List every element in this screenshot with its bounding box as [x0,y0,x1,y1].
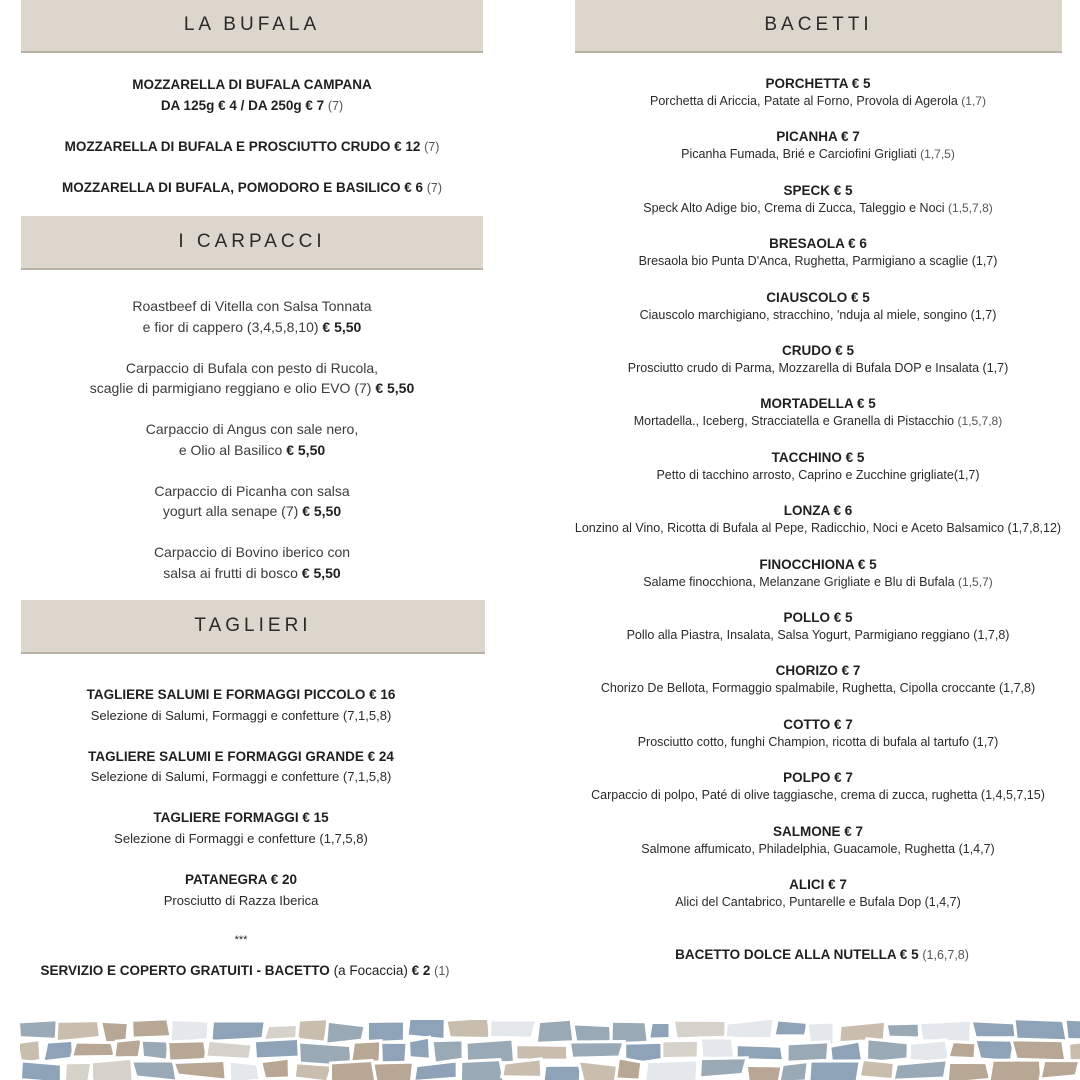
bacetto-desc [557,465,1079,486]
item-price: € 5,50 [322,319,362,335]
carpaccio-item-line [21,563,483,584]
dolce-title: BACETTO DOLCE ALLA NUTELLA € 5 [675,947,919,962]
item-desc: scaglie di parmigiano reggiano e olio EVO (7) [89,380,372,396]
bacetto-ingredients: Lonzino al Vino, Ricotta di Bufala al Pepe, Radicchio, Noci e Aceto Balsamico (1,7,8,12) [574,521,1062,535]
bacetto-title: CIAUSCOLO € 5 [766,290,870,305]
mosaic-stone [809,1061,860,1080]
mosaic-stone [662,1040,699,1058]
bacetto-allergens: (1,7,5) [920,147,955,161]
separator: *** [234,934,248,946]
bacetto-desc [557,91,1079,112]
mosaic-stone [297,1020,329,1042]
bacetto-desc [557,358,1079,379]
mosaic-stone [700,1058,747,1078]
bacetto-title: POLPO € 7 [783,770,853,785]
mosaic-stone [331,1060,377,1080]
mosaic-stone [700,1038,735,1060]
bacetto-title: SPECK € 5 [783,183,853,198]
item-title: MOZZARELLA DI BUFALA, POMODORO E BASILICO € 6 [61,180,423,195]
tagliere-desc: Selezione di Formaggi e confetture (1,7,5,8) [114,831,368,846]
item-allergens: (7) [327,99,344,113]
bacetto-ingredients: Petto di tacchino arrosto, Caprino e Zucchine grigliate(1,7) [656,468,980,482]
mosaic-stone [490,1020,537,1038]
mosaic-stone [542,1065,581,1080]
tagliere-desc: Prosciutto di Razza Iberica [163,893,319,908]
bacetto-ingredients: Chorizo De Bellota, Formaggio spalmabile, Rughetta, Cipolla croccante (1,7,8) [600,681,1036,695]
mosaic-stone [409,1037,431,1059]
footer-price: € 2 [411,963,431,978]
carpaccio-item-line [21,440,483,461]
bacetto-desc [557,198,1079,219]
bacetto-ingredients: Speck Alto Adige bio, Crema di Zucca, Taleggio e Noci [643,201,949,215]
mosaic-stone [367,1021,404,1043]
section-title: LA BUFALA [183,14,321,35]
carpaccio-item-line [21,501,483,522]
mosaic-stone [20,1020,59,1039]
menu-item [21,177,483,199]
carpaccio-item-line: Roastbeef di Vitella con Salsa Tonnata [132,298,372,314]
bacetto-title: SALMONE € 7 [772,824,864,839]
mosaic-stone [774,1020,808,1036]
bacetto-desc [557,251,1079,272]
mosaic-stone [787,1042,829,1062]
item-price: DA 125g € 4 / DA 250g € 7 [160,98,325,113]
bacetto-title: POLLO € 5 [783,610,853,625]
bacetto-title: BRESAOLA € 6 [769,236,867,251]
bacetto-title: PICANHA € 7 [776,129,860,144]
mosaic-stone [446,1020,491,1038]
item-price: € 5,50 [286,442,326,458]
mosaic-stone [1011,1040,1066,1061]
bacetto-allergens: (1,7) [961,94,986,108]
bacetto-ingredients: Porchetta di Ariccia, Patate al Forno, Provola di Agerola [650,94,962,108]
bacetto-title: FINOCCHIONA € 5 [759,557,877,572]
section-header-bacetti [575,0,1062,53]
section-title: BACETTI [764,14,873,35]
bacetto-desc [557,678,1079,699]
bacetto-ingredients: Salmone affumicato, Philadelphia, Guacamole, Rughetta (1,4,7) [641,842,995,856]
mosaic-stone [502,1059,542,1078]
bacetto-desc [557,305,1079,326]
footer-note [14,960,476,982]
bacetto-title: TACCHINO € 5 [771,450,865,465]
item-price: € 5,50 [375,380,415,396]
bacetto-title: ALICI € 7 [789,877,847,892]
mosaic-stone [616,1058,642,1080]
bacetto-desc [557,411,1079,432]
mosaic-stone [886,1023,920,1038]
mosaic-stone [91,1058,133,1080]
section-title: I CARPACCI [178,231,326,252]
footer-bold: SERVIZIO E COPERTO GRATUITI - BACETTO [40,963,330,978]
mosaic-stone [644,1060,698,1080]
item-desc: e Olio al Basilico [178,442,283,458]
mosaic-stone [948,1042,976,1059]
mosaic-stone [43,1040,74,1061]
bacetto-allergens: (1,5,7,8) [957,414,1003,428]
bacetto-title: COTTO € 7 [783,717,853,732]
bacetto-ingredients: Carpaccio di polpo, Paté di olive taggiasche, crema di zucca, rughetta (1,4,5,7,15) [591,788,1045,802]
tagliere-title: TAGLIERE FORMAGGI € 15 [153,810,329,825]
mosaic-stone [141,1040,169,1060]
bacetto-title: CRUDO € 5 [781,343,854,358]
mosaic-stone [725,1020,774,1039]
mosaic-stone [746,1065,783,1080]
mosaic-stone [578,1061,617,1080]
menu-item [21,136,483,158]
tagliere-title: PATANEGRA € 20 [184,872,298,887]
bacetto-desc [557,785,1079,806]
mosaic-stone [294,1063,332,1080]
menu-item-price [21,95,483,117]
bacetto-ingredients: Mortadella., Iceberg, Stracciatella e Granella di Pistacchio [633,414,958,428]
mosaic-stone [570,1042,625,1059]
tagliere-desc: Selezione di Salumi, Formaggi e confetture (7,1,5,8) [90,708,392,723]
bacetto-title: PORCHETTA € 5 [765,76,871,91]
section-header-taglieri [21,600,485,654]
bacetto-ingredients: Alici del Cantabrico, Puntarelle e Bufala Dop (1,4,7) [675,895,961,909]
section-header-carpacci [21,216,483,270]
item-price: € 5,50 [302,503,342,519]
item-price: € 5,50 [301,565,341,581]
bacetto-ingredients: Salame finocchiona, Melanzane Grigliate e Blu di Bufala [643,575,959,589]
bacetto-ingredients: Bresaola bio Punta D'Anca, Rughetta, Parmigiano a scaglie (1,7) [638,254,998,268]
item-desc: e fior di cappero (3,4,5,8,10) [142,319,319,335]
bacetto-title: LONZA € 6 [783,503,853,518]
bacetto-ingredients: Prosciutto crudo di Parma, Mozzarella di Bufala DOP e Insalata (1,7) [627,361,1009,375]
bacetto-ingredients: Picanha Fumada, Brié e Carciofini Grigliati [681,147,921,161]
mosaic-stone [673,1020,726,1039]
bacetto-allergens: (1,5,7,8) [948,201,993,215]
bacetto-desc [557,518,1079,539]
mosaic-stone [536,1020,574,1043]
carpaccio-item-line [21,317,483,338]
footer-normal: (a Focaccia) [333,963,408,978]
bacetto-title: CHORIZO € 7 [775,663,861,678]
mosaic-stone [168,1041,208,1061]
bacetto-ingredients: Ciauscolo marchigiano, stracchino, 'nduja al miele, songino (1,7) [639,308,997,322]
bacetto-desc [557,572,1079,593]
item-title: MOZZARELLA DI BUFALA E PROSCIUTTO CRUDO € 12 [64,139,421,154]
carpaccio-item-line: Carpaccio di Bovino iberico con [153,544,351,560]
bacetto-ingredients: Pollo alla Piastra, Insalata, Salsa Yogurt, Parmigiano reggiano (1,7,8) [626,628,1010,642]
mosaic-stone [1040,1061,1080,1080]
mosaic-stone [989,1060,1042,1080]
mosaic-stone [71,1042,115,1057]
mosaic-stone [947,1062,990,1080]
mosaic-stone [975,1039,1015,1061]
section-header-bufala [21,0,483,53]
bacetto-desc [557,144,1079,165]
mosaic-stone [1014,1020,1067,1041]
bacetto-desc [557,625,1079,646]
mosaic-stone [132,1020,171,1038]
tagliere-title: TAGLIERE SALUMI E FORMAGGI PICCOLO € 16 [86,687,396,702]
carpaccio-item-line: Carpaccio di Picanha con salsa [154,483,350,499]
bacetto-ingredients: Prosciutto cotto, funghi Champion, ricotta di bufala al tartufo (1,7) [637,735,999,749]
mosaic-stone [261,1058,290,1079]
mosaic-stone [173,1061,226,1080]
tagliere-desc: Selezione di Salumi, Formaggi e confetture (7,1,5,8) [90,769,392,784]
mosaic-stone [132,1061,177,1080]
mosaic-stone [414,1061,457,1080]
mosaic-stone [460,1060,505,1080]
item-allergens: (7) [424,140,440,154]
item-desc: salsa ai frutti di bosco [163,565,298,581]
mosaic-stone [254,1038,299,1059]
mosaic-stone [373,1062,414,1080]
bacetto-desc [557,732,1079,753]
mosaic-stone [859,1059,894,1079]
mosaic-stone [206,1040,252,1059]
dolce-item [557,944,1080,966]
mosaic-stone [893,1060,947,1080]
mosaic-stone [56,1021,100,1042]
mosaic-stone [971,1021,1016,1038]
carpaccio-item-line [21,378,483,399]
bacetto-allergens: (1,5,7) [958,575,993,589]
mosaic-stone [64,1062,92,1080]
mosaic-stone [211,1021,265,1041]
carpaccio-item-line: Carpaccio di Angus con sale nero, [145,421,359,437]
item-desc: yogurt alla senape (7) [162,503,299,519]
footer-allergens: (1) [434,964,450,978]
mosaic-stone [649,1022,670,1039]
stone-mosaic-decoration [20,1020,1080,1080]
mosaic-stone [1065,1020,1080,1040]
tagliere-title: TAGLIERE SALUMI E FORMAGGI GRANDE € 24 [88,749,394,764]
item-allergens: (7) [426,181,443,195]
mosaic-stone [229,1061,260,1080]
section-title: TAGLIERI [194,615,312,636]
bacetto-desc [557,892,1079,913]
mosaic-stone [779,1062,808,1080]
bacetto-desc [557,839,1079,860]
dolce-allergens: (1,6,7,8) [922,948,969,962]
menu-item-title: MOZZARELLA DI BUFALA CAMPANA [132,77,372,92]
bacetto-title: MORTADELLA € 5 [760,396,876,411]
carpaccio-item-line: Carpaccio di Bufala con pesto di Rucola, [125,360,379,376]
mosaic-stone [20,1061,61,1080]
mosaic-stone [114,1039,142,1058]
